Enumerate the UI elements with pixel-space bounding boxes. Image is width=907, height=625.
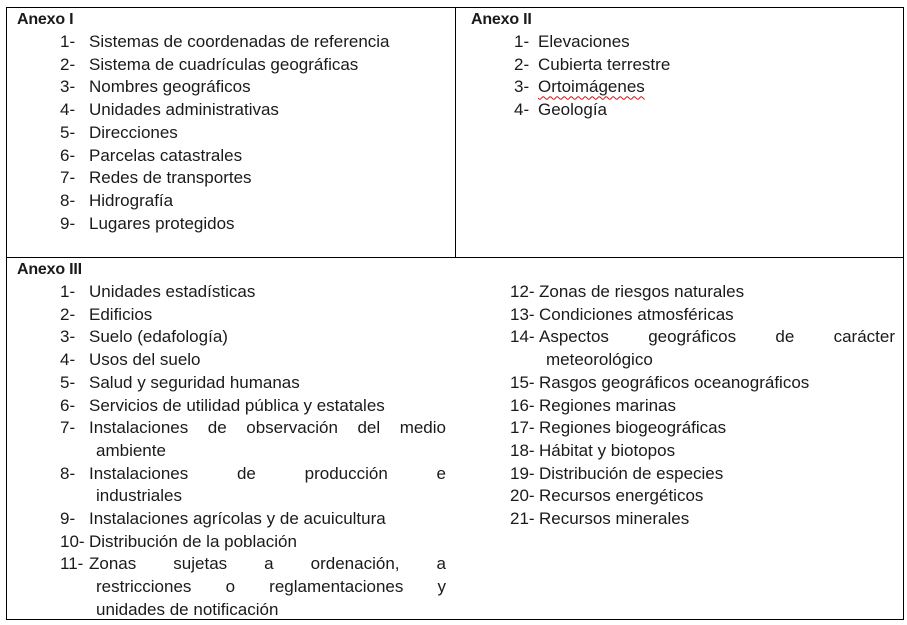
item-text: Aspectos geográficos de carácter — [539, 327, 895, 347]
list-item — [510, 395, 895, 418]
annex-1-list — [60, 31, 450, 235]
item-text: Hábitat y biotopos — [539, 440, 676, 460]
item-number: 11- — [60, 554, 84, 574]
item-text: Elevaciones — [538, 32, 630, 51]
item-number: 4- — [60, 350, 76, 370]
list-item — [60, 54, 450, 77]
list-item — [514, 76, 894, 99]
list-item — [514, 31, 894, 54]
item-text: Unidades administrativas — [89, 100, 279, 120]
item-text: Ortoimágenes — [538, 77, 645, 97]
list-item — [60, 326, 446, 349]
item-text: Zonas de riesgos naturales — [539, 282, 745, 301]
item-number: 15- — [510, 372, 535, 392]
item-text: Nombres geográficos — [89, 77, 251, 97]
item-number: 9- — [60, 213, 76, 233]
annex-1-title: Anexo I — [17, 11, 74, 28]
item-text: Parcelas catastrales — [89, 145, 243, 165]
item-text-continuation: industriales — [96, 486, 182, 506]
item-number: 9- — [60, 509, 76, 529]
list-item — [514, 99, 894, 122]
annex-3-title: Anexo III — [17, 261, 82, 278]
item-number: 6- — [60, 145, 76, 165]
item-number: 16- — [510, 395, 535, 415]
list-item — [510, 304, 895, 327]
item-text: Sistemas de coordenadas de referencia — [89, 32, 390, 51]
item-text: Instalaciones agrícolas y de acuicultura — [89, 509, 386, 529]
item-text: Hidrografía — [89, 190, 174, 210]
list-item — [60, 167, 450, 190]
list-item — [510, 463, 895, 486]
item-number: 2- — [514, 54, 530, 74]
list-item — [510, 485, 895, 508]
item-text: Servicios de utilidad pública y estatales — [89, 395, 385, 415]
list-item — [510, 281, 895, 304]
column-divider — [455, 8, 456, 257]
item-number: 17- — [510, 418, 535, 438]
item-text: Lugares protegidos — [89, 213, 235, 233]
list-item — [514, 54, 894, 77]
list-item — [60, 553, 446, 621]
item-text: Sistema de cuadrículas geográficas — [89, 54, 359, 74]
item-text: Condiciones atmosféricas — [539, 304, 734, 324]
annex-2-title: Anexo II — [471, 11, 532, 28]
item-number: 7- — [60, 168, 76, 188]
item-text-continuation: ambiente — [96, 440, 166, 460]
item-text: Redes de transportes — [89, 168, 252, 188]
item-number: 1- — [60, 282, 76, 301]
list-item — [510, 372, 895, 395]
item-number: 3- — [514, 77, 530, 97]
list-item — [60, 372, 446, 395]
list-item — [60, 99, 450, 122]
list-item — [60, 417, 446, 462]
item-number: 7- — [60, 418, 76, 438]
item-text: Recursos energéticos — [539, 486, 704, 506]
item-text-continuation: meteorológico — [546, 350, 653, 370]
item-number: 4- — [60, 100, 76, 120]
item-text-continuation: unidades de notificación — [96, 599, 279, 619]
list-item — [510, 417, 895, 440]
item-number: 8- — [60, 463, 76, 483]
item-number: 14- — [510, 327, 535, 347]
item-number: 4- — [514, 100, 530, 120]
item-text: Geología — [538, 100, 607, 120]
list-item — [60, 395, 446, 418]
item-text: Unidades estadísticas — [89, 282, 256, 301]
list-item — [60, 76, 450, 99]
annex-2-list — [514, 31, 894, 122]
list-item — [60, 508, 446, 531]
item-number: 1- — [60, 32, 76, 51]
item-number: 5- — [60, 122, 76, 142]
item-text: Distribución de la población — [89, 531, 297, 551]
item-number: 8- — [60, 190, 76, 210]
item-text-continuation: restricciones o reglamentaciones y — [96, 577, 446, 597]
item-text: Cubierta terrestre — [538, 54, 671, 74]
item-text: Zonas sujetas a ordenación, a — [89, 554, 446, 574]
annex-table — [6, 7, 904, 620]
item-number: 3- — [60, 77, 76, 97]
item-number: 13- — [510, 304, 535, 324]
list-item — [510, 508, 895, 531]
item-number: 21- — [510, 509, 535, 529]
list-item — [60, 145, 450, 168]
list-item — [60, 31, 450, 54]
list-item — [60, 349, 446, 372]
list-item — [60, 281, 446, 304]
list-item — [510, 440, 895, 463]
item-text: Edificios — [89, 304, 153, 324]
list-item — [510, 326, 895, 371]
item-text: Usos del suelo — [89, 350, 201, 370]
item-number: 2- — [60, 304, 76, 324]
item-number: 1- — [514, 32, 530, 51]
list-item — [60, 190, 450, 213]
list-item — [60, 463, 446, 508]
item-text: Distribución de especies — [539, 463, 724, 483]
list-item — [60, 304, 446, 327]
item-number: 6- — [60, 395, 76, 415]
row-divider — [7, 257, 903, 258]
item-number: 20- — [510, 486, 535, 506]
item-number: 19- — [510, 463, 535, 483]
item-text: Regiones biogeográficas — [539, 418, 727, 438]
item-text: Salud y seguridad humanas — [89, 372, 300, 392]
list-item — [60, 213, 450, 236]
item-number: 2- — [60, 54, 76, 74]
annex-3-left-list — [60, 281, 446, 622]
item-number: 12- — [510, 282, 535, 301]
list-item — [60, 122, 450, 145]
item-text: Direcciones — [89, 122, 178, 142]
item-number: 3- — [60, 327, 76, 347]
item-text: Instalaciones de producción e — [89, 463, 446, 483]
item-text: Recursos minerales — [539, 509, 690, 529]
item-text: Instalaciones de observación del medio — [89, 418, 446, 438]
item-number: 5- — [60, 372, 76, 392]
item-number: 10- — [60, 531, 85, 551]
annex-3-right-list — [510, 281, 895, 531]
item-text: Regiones marinas — [539, 395, 677, 415]
item-number: 18- — [510, 440, 535, 460]
item-text: Rasgos geográficos oceanográficos — [539, 372, 810, 392]
list-item — [60, 531, 446, 554]
item-text: Suelo (edafología) — [89, 327, 228, 347]
